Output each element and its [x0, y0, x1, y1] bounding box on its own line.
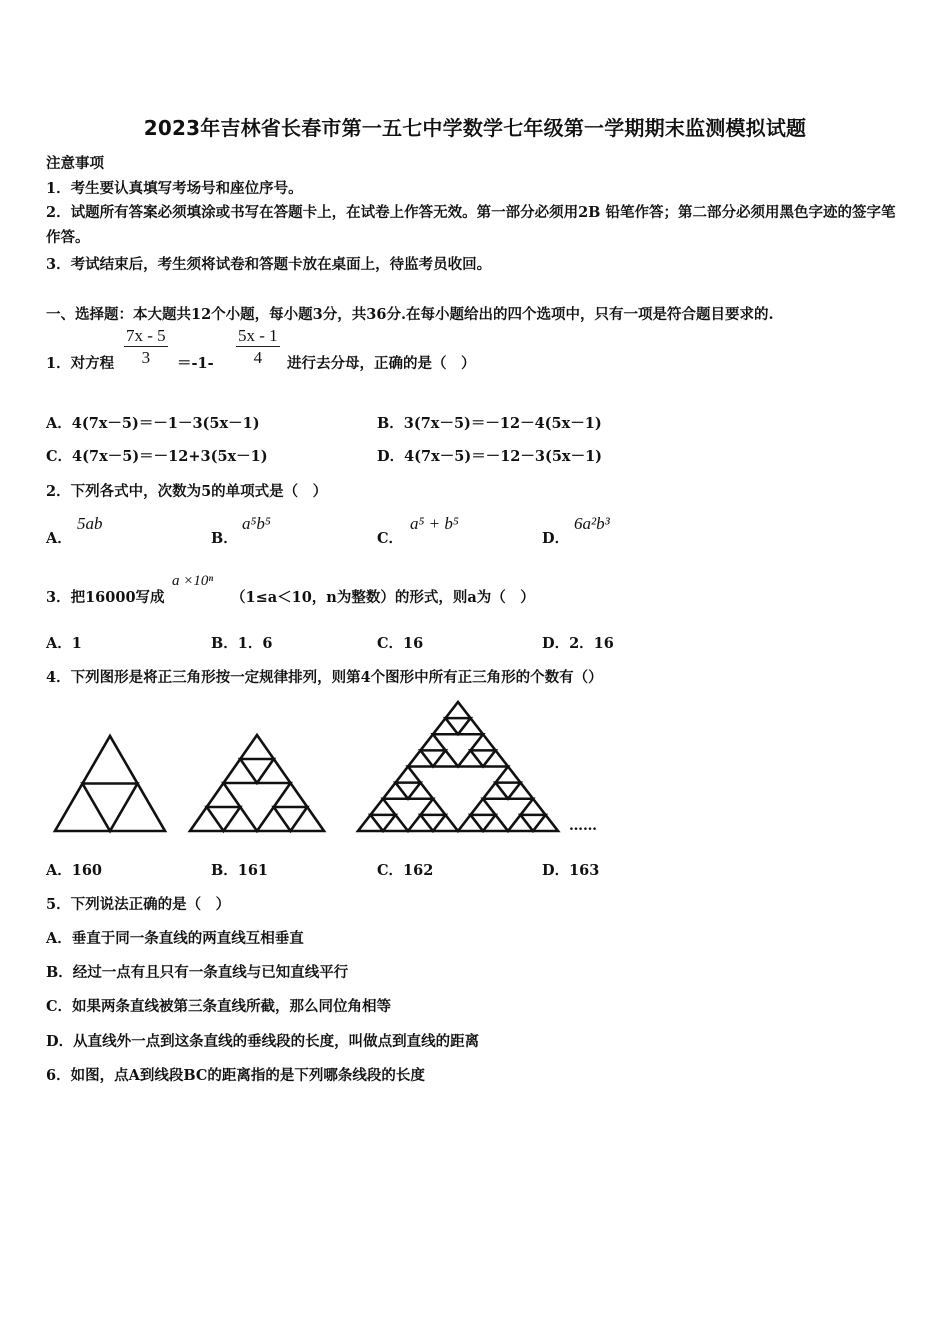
page-title: 2023年吉林省长春市第一五七中学数学七年级第一学期期末监测模拟试题: [143, 116, 807, 140]
q5-option-d: D．从直线外一点到这条直线的垂线段的长度，叫做点到直线的距离: [46, 1033, 480, 1050]
q4-option-b: B．161: [211, 862, 269, 879]
q5-stem: 5．下列说法正确的是（ ）: [46, 896, 231, 913]
q4-option-c: C．162: [377, 862, 434, 879]
q2-expr-c: a⁵ + b⁵: [410, 514, 459, 533]
q1-fraction-1: [124, 326, 168, 369]
triangle-figure-3: [358, 702, 558, 831]
q2-stem: 2．下列各式中，次数为5的单项式是（ ）: [46, 483, 328, 500]
q1-option-a: A．4(7x－5)＝－1－3(5x－1): [46, 415, 260, 432]
q5-option-a: A．垂直于同一条直线的两直线互相垂直: [46, 930, 304, 947]
q3-option-d: D．2．16: [542, 635, 614, 652]
q3-expr: a ×10ⁿ: [172, 573, 214, 589]
q1-frac2-denominator: 4: [253, 348, 263, 367]
notice-item-2: 2．试题所有答案必须填涂或书写在答题卡上，在试卷上作答无效。第一部分必须用2B 铅笔作答；第二部分必须用黑色字迹的签字笔作答。: [46, 204, 896, 246]
notice-item-3: 3．考试结束后，考生须将试卷和答题卡放在桌面上，待监考员收回。: [46, 256, 492, 273]
q2-expr-d: 6a²b³: [574, 514, 610, 533]
triangle-pattern-figure: [50, 700, 620, 840]
q6-stem: 6．如图，点A到线段BC的距离指的是下列哪条线段的长度: [46, 1067, 425, 1084]
q1-option-c: C．4(7x－5)＝－12+3(5x－1): [46, 448, 268, 465]
q2-label-b: B．: [211, 530, 238, 547]
q1-middle: ＝-1-: [177, 355, 214, 372]
q4-option-a: A．160: [46, 862, 103, 879]
q3-prefix: 3．把16000写成: [46, 589, 165, 606]
q4-stem: 4．下列图形是将正三角形按一定规律排列，则第4个图形中所有正三角形的个数有（）: [46, 669, 603, 686]
q2-label-a: A．: [46, 530, 72, 547]
q1-frac2-numerator: 5x - 1: [238, 326, 278, 345]
q3-suffix: （1≤a＜10，n为整数）的形式，则a为（ ）: [231, 589, 535, 606]
q1-prefix: 1．对方程: [46, 355, 115, 372]
q3-option-c: C．16: [377, 635, 424, 652]
triangle-figure-1: [55, 736, 165, 831]
section-heading: 一、选择题：本大题共12个小题，每小题3分，共36分.在每小题给出的四个选项中，只有一项是符合题目要求的.: [46, 306, 774, 323]
q4-option-d: D．163: [542, 862, 600, 879]
q5-option-b: B．经过一点有且只有一条直线与已知直线平行: [46, 964, 349, 981]
q2-label-c: C．: [377, 530, 404, 547]
q1-fraction-2: [236, 326, 280, 369]
q5-option-c: C．如果两条直线被第三条直线所截，那么同位角相等: [46, 998, 392, 1015]
q1-suffix: 进行去分母，正确的是（ ）: [287, 355, 476, 372]
q1-frac1-denominator: 3: [141, 348, 151, 367]
q2-expr-b: a⁵b⁵: [242, 514, 271, 533]
triangle-figure-2: [190, 735, 324, 831]
q2-expr-a: 5ab: [77, 514, 103, 533]
q4-ellipsis: ……: [569, 818, 597, 834]
q1-option-b: B．3(7x－5)＝－12－4(5x－1): [377, 415, 602, 432]
q1-frac1-numerator: 7x - 5: [126, 326, 166, 345]
q2-label-d: D．: [542, 530, 570, 547]
q1-option-d: D．4(7x－5)＝－12－3(5x－1): [377, 448, 603, 465]
notice-heading: 注意事项: [46, 155, 104, 172]
q3-option-a: A．1: [46, 635, 82, 652]
q3-option-b: B．1．6: [211, 635, 273, 652]
notice-item-1: 1．考生要认真填写考场号和座位序号。: [46, 180, 303, 197]
